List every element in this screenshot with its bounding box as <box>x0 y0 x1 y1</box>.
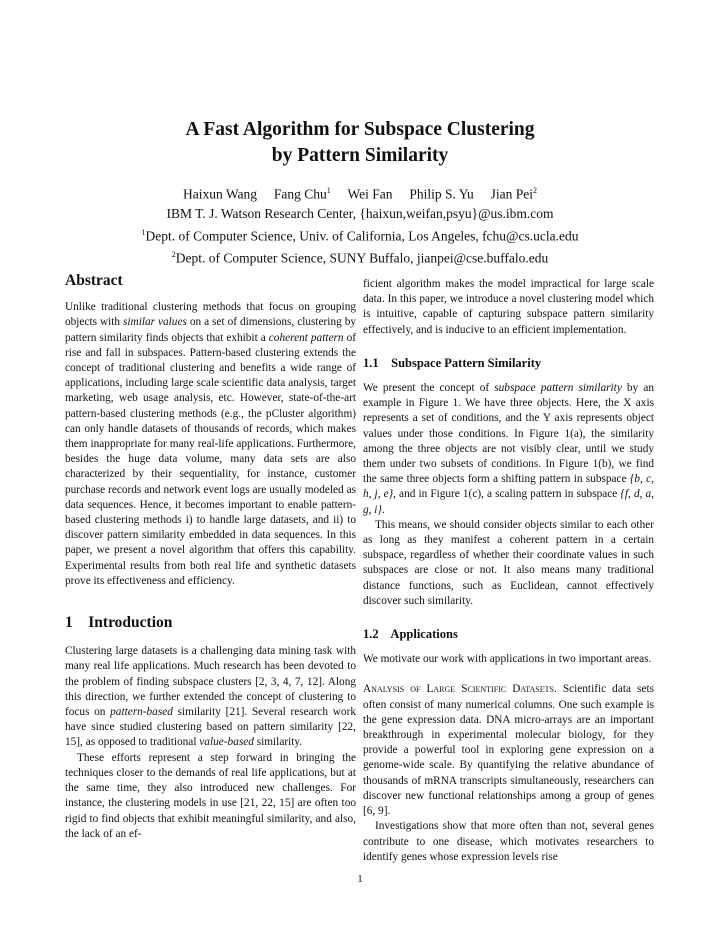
body-paragraph: We motivate our work with applications in two important areas. <box>363 653 652 666</box>
affiliation-marker: 1 <box>141 227 146 237</box>
affiliation-ucla <box>0 223 720 246</box>
author-name: Philip S. Yu <box>409 186 474 202</box>
abstract-text: on a set of dimensions, clustering by pattern similarity finds objects that exhibit a <box>65 316 356 344</box>
emphasis: value-based <box>199 736 254 749</box>
body-paragraph <box>363 682 654 819</box>
emphasis: similar values <box>123 316 187 329</box>
introduction-heading: 1 Introduction <box>65 614 173 632</box>
affiliation-text: Dept. of Computer Science, SUNY Buffalo, jianpei@cse.buffalo.edu <box>175 250 549 266</box>
emphasis: coherent pattern <box>268 331 344 344</box>
affiliation-marker: 2 <box>171 250 176 259</box>
body-text: Scientific data sets often consist of many numerical columns. One such example is the gene expression data. DNA micro-arrays are an important breakthrough in experimental molecular biology, for they provide a powerful tool in exploring gene expression on a genome-wide scale. By quantifying the relative abundance of thousands of mRNA transcripts simultaneously, researchers can discover new functional relationships among a group of genes [6, 9]. <box>363 683 654 818</box>
emphasis: subspace pattern similarity <box>494 382 622 395</box>
paper-title <box>0 117 720 169</box>
affiliation-ibm: IBM T. J. Watson Research Center, {haixun,weifan,psyu}@us.ibm.com <box>166 205 554 221</box>
right-column <box>363 277 654 865</box>
abstract-text: Unlike traditional clustering methods that focus on grouping objects with <box>65 301 356 329</box>
subsection-heading-1-2: 1.2 Applications <box>363 627 458 642</box>
intro-text: similarity [21]. Several research work have since studied clustering based on pattern similarity [22, 15], as opposed to traditional <box>65 706 356 749</box>
affiliation-text: Dept. of Computer Science, Univ. of California, Los Angeles, fchu@cs.ucla.edu <box>145 228 579 243</box>
author-names <box>0 181 720 204</box>
author-name: Jian Pei <box>490 186 533 202</box>
author-name: Haixun Wang <box>183 186 258 202</box>
subsection-heading-1-1: 1.1 Subspace Pattern Similarity <box>363 355 542 370</box>
body-paragraph: Investigations show that more often than not, several genes contribute to one disease, which motivates researchers to identify genes whose expression levels rise <box>363 820 654 863</box>
body-paragraph: This means, we should consider objects similar to each other as long as they manifest a coherent pattern in a certain subspace, regardless of whether their coordinate values in such subspaces are close or not. It also means many traditional distance functions, such as Euclidean, cannot effectively discover such similarity. <box>363 518 654 607</box>
intro-text: similarity. <box>253 736 303 749</box>
abstract-text: of rise and fall in subspaces. Pattern-based clustering extends the concept of traditional clustering and benefits a wide range of applications, including large scale scientific data analysis, target marketing, web usage analysis, etc. However, state-of-the-art pattern-based clustering methods (e.g., the pCluster algorithm) can only handle datasets of thousands of records, which makes them inappropriate for many real-life applications. Furthermore, besides the huge data volume, many data sets are also characterized by their sequentiality, for instance, customer purchase records and network event logs are usually modeled as data sequences. Hence, it becomes important to enable pattern-based clustering methods i) to handle large datasets, and ii) to discover pattern similarity embedded in data sequences. In this paper, we present a novel algorithm that offers this capability. Experimental results from both real life and synthetic datasets prove its effectiveness and efficiency. <box>65 331 356 587</box>
title-line-1: A Fast Algorithm for Subspace Clustering <box>185 119 535 140</box>
author-name: Wei Fan <box>347 186 393 202</box>
body-paragraph <box>363 381 654 518</box>
run-in-heading: Analysis of Large Scientific Datasets. <box>363 683 557 696</box>
page-number: 1 <box>357 873 363 885</box>
body-text: by an example in Figure 1. We have three objects. Here, the X axis represents a set of conditions, and the Y axis represents object values under those conditions. In Figure 1(a), the similarity among the three objects are not visibly clear, until we study them under two subsets of conditions. In Figure 1(b), we find the same three objects form a shifting pattern in subspace <box>363 382 654 486</box>
left-column <box>65 273 356 842</box>
affiliation-marker: 2 <box>533 186 537 195</box>
body-text: , and in Figure 1(c), a scaling pattern in subspace <box>393 488 621 501</box>
math-set: {b, c, h, j, e} <box>363 473 654 501</box>
body-text: . <box>381 503 385 516</box>
affiliation-buffalo <box>0 245 720 268</box>
intro-paragraph <box>65 644 356 750</box>
intro-paragraph: These efforts represent a step forward in bringing the techniques closer to the demands of real life applications, but at the same time, they also introduced new challenges. For instance, the clustering models in use [21, 22, 15] are often too rigid to find objects that exhibit meaningful similarity, and also, the lack of an ef- <box>65 751 356 840</box>
continued-paragraph: ficient algorithm makes the model impractical for large scale data. In this paper, we introduce a novel clustering model which is intuitive, capable of capturing subspace pattern similarity effectively, and is inducive to an efficient implementation. <box>363 278 654 336</box>
abstract-heading: Abstract <box>65 272 123 289</box>
body-text: We present the concept of <box>363 382 495 395</box>
affiliation-marker: 1 <box>326 186 331 195</box>
author-name: Fang Chu <box>273 186 327 202</box>
title-line-2: by Pattern Similarity <box>271 145 449 166</box>
author-block <box>0 181 720 268</box>
abstract-paragraph <box>65 300 356 589</box>
emphasis: pattern-based <box>110 706 173 719</box>
intro-text: Clustering large datasets is a challenging data mining task with many real life applications. Much research has been devoted to the problem of finding subspace clusters [2, 3, 4, 7, 12]. Along this direction, we further extended the concept of clustering to focus on <box>65 645 356 719</box>
math-set: {f, d, a, g, i} <box>363 488 654 516</box>
